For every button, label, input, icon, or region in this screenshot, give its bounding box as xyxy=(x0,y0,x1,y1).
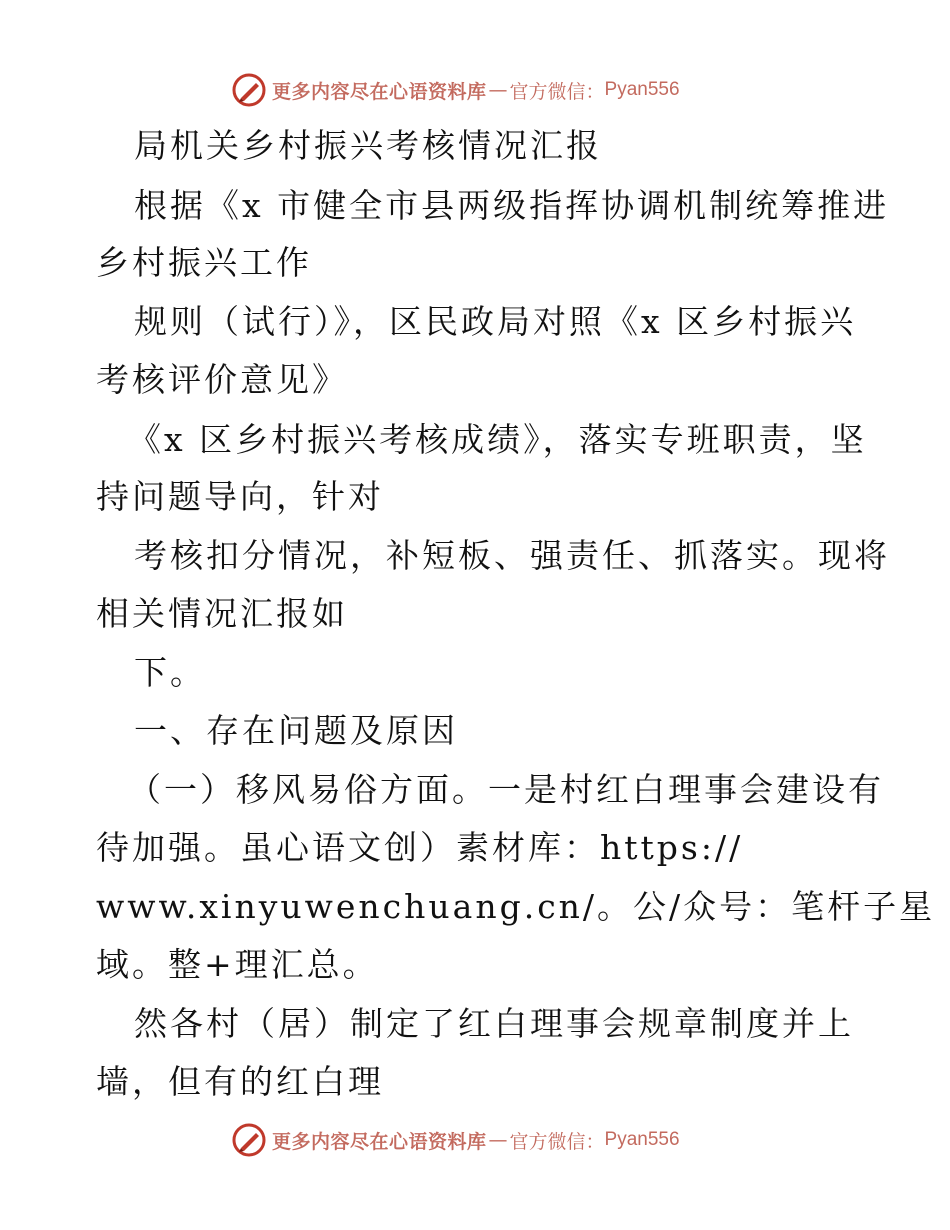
paragraph-line: 然各村（居）制定了红白理事会规章制度并上 xyxy=(134,1004,854,1043)
watermark-separator: — xyxy=(488,1129,508,1151)
paragraph-line: 下。 xyxy=(134,653,206,692)
paragraph-line: 乡村振兴工作 xyxy=(96,243,312,282)
watermark-separator: — xyxy=(488,79,508,101)
paragraph-line: （一）移风易俗方面。一是村红白理事会建设有 xyxy=(128,770,884,809)
paragraph-line: 域。整+理汇总。 xyxy=(96,945,379,984)
paragraph-line: 根据《x 市健全市县两级指挥协调机制统筹推进 xyxy=(134,186,890,225)
paragraph-line: 待加强。虽心语文创）素材库：https:// xyxy=(96,828,744,867)
watermark-id: Pyan556 xyxy=(604,1129,680,1150)
watermark-text: 更多内容尽在心语资料库 xyxy=(272,1130,487,1153)
watermark-contact: 官方微信： xyxy=(509,80,605,103)
paragraph-line: 考核扣分情况，补短板、强责任、抓落实。现将 xyxy=(134,536,890,575)
pen-logo-icon xyxy=(232,73,266,107)
paragraph-line: 考核评价意见》 xyxy=(96,360,348,399)
paragraph-line: 《x 区乡村振兴考核成绩》，落实专班职责，坚 xyxy=(128,420,867,459)
watermark-id: Pyan556 xyxy=(604,79,680,100)
pen-logo-icon xyxy=(232,1123,266,1157)
header-watermark xyxy=(232,72,680,108)
watermark-text: 更多内容尽在心语资料库 xyxy=(272,80,487,103)
paragraph-line: 持问题导向，针对 xyxy=(96,477,384,516)
paragraph-line: 墙，但有的红白理 xyxy=(96,1062,384,1101)
paragraph-line: www.xinyuwenchuang.cn/。公/众号：笔杆子星 xyxy=(96,887,936,926)
footer-watermark xyxy=(232,1122,680,1158)
document-title: 局机关乡村振兴考核情况汇报 xyxy=(134,126,602,165)
watermark-contact: 官方微信： xyxy=(509,1130,605,1153)
paragraph-line: 规则（试行）》，区民政局对照《x 区乡村振兴 xyxy=(134,302,857,341)
paragraph-line: 相关情况汇报如 xyxy=(96,594,348,633)
section-heading: 一、存在问题及原因 xyxy=(134,711,458,750)
